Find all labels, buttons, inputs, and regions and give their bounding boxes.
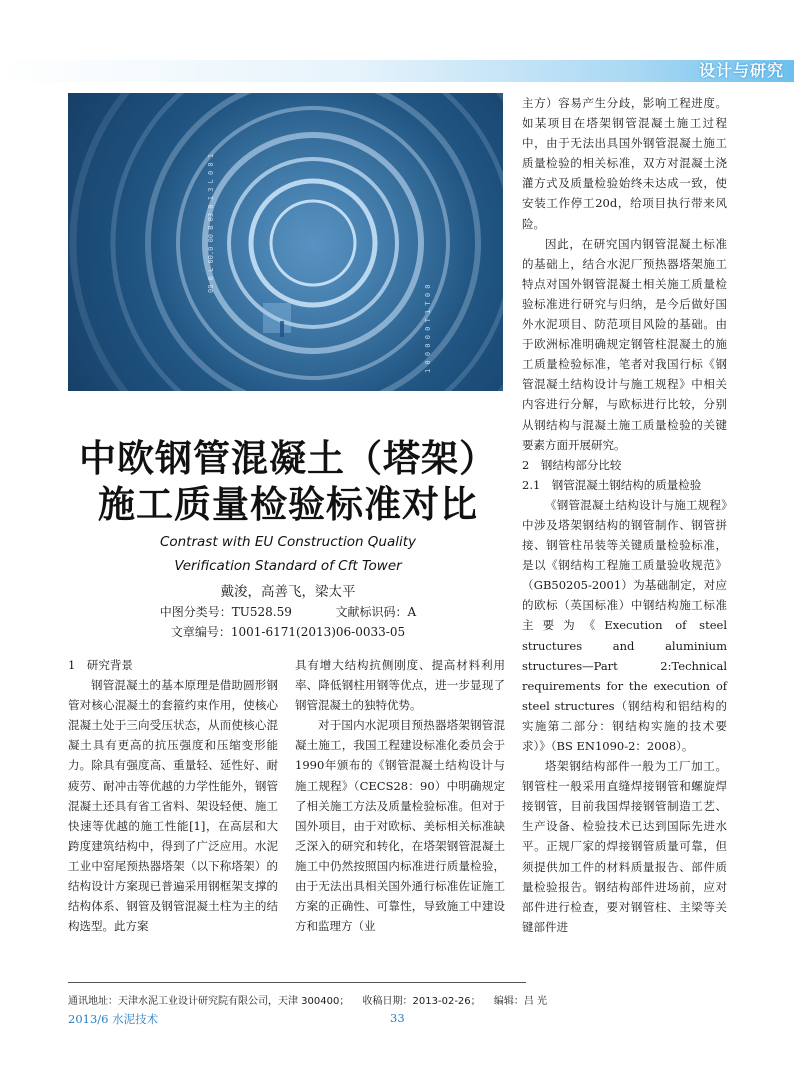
article-number: 文章编号：1001-6171(2013)06-0033-05 — [170, 625, 406, 639]
footnote-address: 通讯地址：天津水泥工业设计研究院有限公司，天津 300400； — [68, 996, 350, 1007]
hero-image — [68, 93, 503, 391]
paragraph: 钢管混凝土的基本原理是借助圆形钢管对核心混凝土的套箍约束作用，使核心混凝土处于三向受压状态，从而使核心混凝土具有更高的抗压强度和压缩变形能力。除具有强度高、重量轻、延性好、耐疲劳、耐冲击等优越的力学性能外，钢管混凝土还具有省工省料、架设轻便、施工快速等优越的施工性能[1]，在高层和大跨度建筑结构中，得到了广泛应用。水泥工业中窑尾预热器塔架（以下称塔架）的结构设计方案现已普遍采用钢框架支撑的结构体系、钢管及钢管混凝土柱为主的结构选型。此方案 — [68, 678, 278, 934]
footnote-editor: 编辑：吕 光 — [493, 996, 548, 1007]
title-cn-line-1: 中欧钢管混凝土（塔架） — [79, 437, 497, 480]
paragraph: 塔架钢结构部件一般为工厂加工。钢管柱一般采用直缝焊接钢管和螺旋焊接钢管，目前我国焊接钢管制造工艺、生产设备、检验技术已达到国际先进水平。正规厂家的焊接钢管质量可靠，但须提供加工件的材料质量报告、部件质量检验报告。钢结构部件进场前，应对部件进行检查，要对钢管柱、主梁等关键部件进 — [522, 759, 727, 934]
section-heading: 2 钢结构部分比较 — [522, 457, 622, 472]
footnote-received: 收稿日期：2013-02-26； — [362, 996, 481, 1007]
title-en-line-1: Contrast with EU Construction Quality — [159, 534, 417, 550]
concentric-rings-graphic — [68, 93, 503, 391]
paragraph: 具有增大结构抗侧刚度、提高材料利用率、降低钢柱用钢等优点，进一步显现了钢管混凝土的独特优势。 — [295, 658, 505, 713]
hero-overlay-text-2: 1 0 0 0 0 0 T 1 T 0 0 — [424, 284, 432, 373]
footnote — [68, 992, 728, 1007]
journal-issue: 2013/6 水泥技术 — [68, 1012, 159, 1026]
column-right — [522, 93, 727, 937]
article-meta — [68, 582, 508, 642]
authors: 戴浚，高善飞，梁太平 — [220, 584, 356, 600]
article-title — [68, 436, 508, 576]
title-en-line-2: Verification Standard of Cft Tower — [174, 558, 402, 574]
header-band — [0, 60, 794, 82]
column-middle — [295, 655, 505, 936]
title-cn-line-2: 施工质量检验标准对比 — [98, 483, 478, 526]
footnote-divider — [68, 982, 526, 983]
column-left — [68, 655, 278, 936]
paragraph: 主方）容易产生分歧，影响工程进度。如某项目在塔架钢管混凝土施工过程中，由于无法出具国外钢管混凝土施工质量检验的相关标准，双方对混凝土浇灌方式及质量检验始终未达成一致，使安装工作停工20d，给项目执行带来风险。 — [522, 96, 727, 231]
subsection-heading: 2.1 钢管混凝土钢结构的质量检验 — [522, 477, 702, 492]
section-heading: 1 研究背景 — [68, 658, 133, 672]
hero-overlay-text-1: 00 0 L 00.0 00 B 03 0 1 3 L 0 0 1 — [207, 153, 215, 293]
paragraph: 《钢管混凝土结构设计与施工规程》中涉及塔架钢结构的钢管制作、钢管拼接、钢管柱吊装等关键质量检验标准，是以《钢结构工程施工质量验收规范》（GB50205-2001）为基础制定，对应的欧标（英国标准）中钢结构施工标准主要为《Execution of steel structures and aluminium structures—Part 2:Technical requirements for the execution of steel structures（钢结构和铝结构的实施第二部分：钢结构实施的技术要求）》（BS EN1090-2：2008）。 — [522, 497, 727, 753]
page-number: 33 — [390, 1011, 405, 1025]
section-label: 设计与研究 — [698, 61, 784, 80]
document-code: 文献标识码：A — [335, 605, 417, 619]
clc-number: 中图分类号：TU528.59 — [159, 605, 292, 619]
paragraph: 对于国内水泥项目预热器塔架钢管混凝土施工，我国工程建设标准化委员会于1990年颁布的《钢管混凝土结构设计与施工规程》（CECS28：90）中明确规定了相关施工方法及质量检验标准。但对于国外项目，由于对欧标、美标相关标准缺乏深入的研究和转化，在塔架钢管混凝土施工中仍然按照国内标准进行质量检验，由于无法出具相关国外通行标准佐证施工方案的正确性、可靠性，导致施工中建设方和监理方（业 — [295, 718, 505, 934]
paragraph: 因此，在研究国内钢管混凝土标准的基础上，结合水泥厂预热器塔架施工特点对国外钢管混凝土相关施工质量检验标准进行研究与归纳，是今后做好国外水泥项目、防范项目风险的基础。由于欧洲标准明确规定钢管柱混凝土的施工质量检验标准，笔者对我国行标《钢管混凝土结构设计与施工规程》中相关内容进行分解，与欧标进行比较，分别从钢结构与混凝土施工质量检验的关键要素方面开展研究。 — [522, 236, 727, 452]
